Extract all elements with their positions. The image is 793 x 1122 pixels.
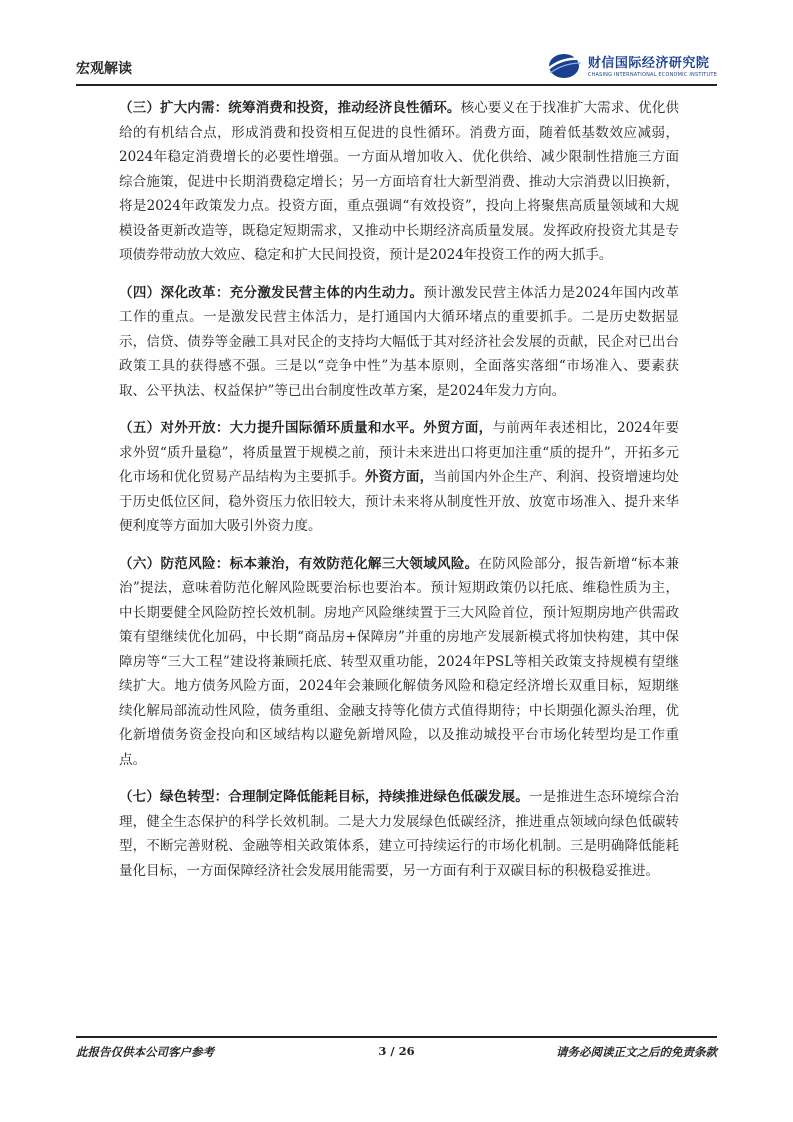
paragraph-heading: （四）深化改革：充分激发民营主体的内生动力。 [119,284,424,301]
paragraph-green-transition [119,785,679,883]
logo-chinese-name: 财信国际经济研究院 [587,56,710,71]
report-category: 宏观解读 [76,61,132,77]
paragraph-heading: （五）对外开放：大力提升国际循环质量和水平。外贸方面， [119,420,493,436]
institute-logo [544,50,717,80]
page-header [76,50,717,82]
paragraph-subheading: 外资方面， [364,469,434,485]
footer-client-notice: 此报告仅供本公司客户参考 [76,1045,214,1059]
paragraph-risk-prevention [119,552,679,773]
paragraph-deepen-reform [119,281,679,404]
paragraph-text: 当前国内外企生产、利润、投资增速均处于历史低位区间，稳外资压力依旧较大，预计未来将从制度性开放、放宽市场准入、提升来华便利度等方面加大吸引外资力度。 [119,469,680,534]
paragraph-text: 一是推进生态环境综合治理，健全生态保护的科学长效机制。二是大力发展绿色低碳经济，推进重点领域向绿色低碳转型，不断完善财税、金融等相关政策体系，建立可持续运行的市场化机制。三是明确降低能耗量化目标，一方面保障经济社会发展用能需要，另一方面有利于双碳目标的积极稳妥推进。 [119,789,679,879]
footer-divider [76,1036,717,1038]
report-body [119,96,679,896]
paragraph-text: 预计激发民营主体活力是2024年国内改革工作的重点。一是激发民营主体活力，是打通国内大循环堵点的重要抓手。二是历史数据显示，信贷、债券等金融工具对民企的支持均大幅低于其对经济社会发展的贡献，民企对已出台政策工具的获得感不强。三是以“竞争中性”为基本原则，全面落实落细“市场准入、要素获取、公平执法、权益保护”等已出台制度性改革方案，是2024年发力方向。 [119,284,680,399]
footer-disclaimer-notice: 请务必阅读正文之后的免责条款 [556,1045,717,1059]
logo-english-name: CHASING INTERNATIONAL ECONOMIC INSTITUTE [587,72,717,78]
paragraph-text: 与前两年表述相比，2024年要求外贸“质升量稳”，将质量置于规模之前，预计未来进出口将更加注重“质的提升”，开拓多元化市场和优化贸易产品结构为主要抓手。 [119,420,679,485]
header-divider [76,84,717,86]
paragraph-heading: （六）防范风险：标本兼治，有效防范化解三大领域风险。 [119,555,479,572]
paragraph-text: 核心要义在于找准扩大需求、优化供给的有机结合点，形成消费和投资相互促进的良性循环。消费方面，随着低基数效应减弱，2024年稳定消费增长的必要性增强。一方面从增加收入、优化供给、减少限制性措施三方面综合施策，促进中长期消费稳定增长；另一方面培育壮大新型消费、推动大宗消费以旧换新，将是2024年政策发力点。投资方面，重点强调“有效投资”，投向上将聚焦高质量领域和大规模设备更新改造等，既稳定短期需求，又推动中长期经济高质量发展。发挥政府投资尤其是专项债券带动放大效应、稳定和扩大民间投资，预计是2024年投资工作的两大抓手。 [119,100,679,263]
paragraph-text: 在防风险部分，报告新增“标本兼治”提法，意味着防范化解风险既要治标也要治本。预计短期政策仍以托底、维稳性质为主，中长期要健全风险防控长效机制。房地产风险继续置于三大风险首位，预计短期房地产供需政策有望继续优化加码，中长期“商品房+保障房”并重的房地产发展新模式将加快构建，其中保障房等“三大工程”建设将兼顾托底、转型双重功能，2024年PSL等相关政策支持规模有望继续扩大。地方债务风险方面，2024年会兼顾化解债务风险和稳定经济增长双重目标，短期继续化解局部流动性风险，债务重组、金融支持等化债方式值得期待；中长期强化源头治理，优化新增债务资金投向和区域结构以避免新增风险，以及推动城投平台市场化转型均是工作重点。 [119,555,679,768]
paragraph-domestic-demand [119,96,679,268]
page-footer [76,1044,717,1064]
paragraph-opening-up [119,416,679,539]
globe-logo-icon [544,51,584,79]
paragraph-heading: （三）扩大内需：统筹消费和投资，推动经济良性循环。 [119,100,461,116]
page-number: 3 / 26 [378,1044,415,1058]
paragraph-heading: （七）绿色转型：合理制定降低能耗目标，持续推进绿色低碳发展。 [119,789,529,805]
